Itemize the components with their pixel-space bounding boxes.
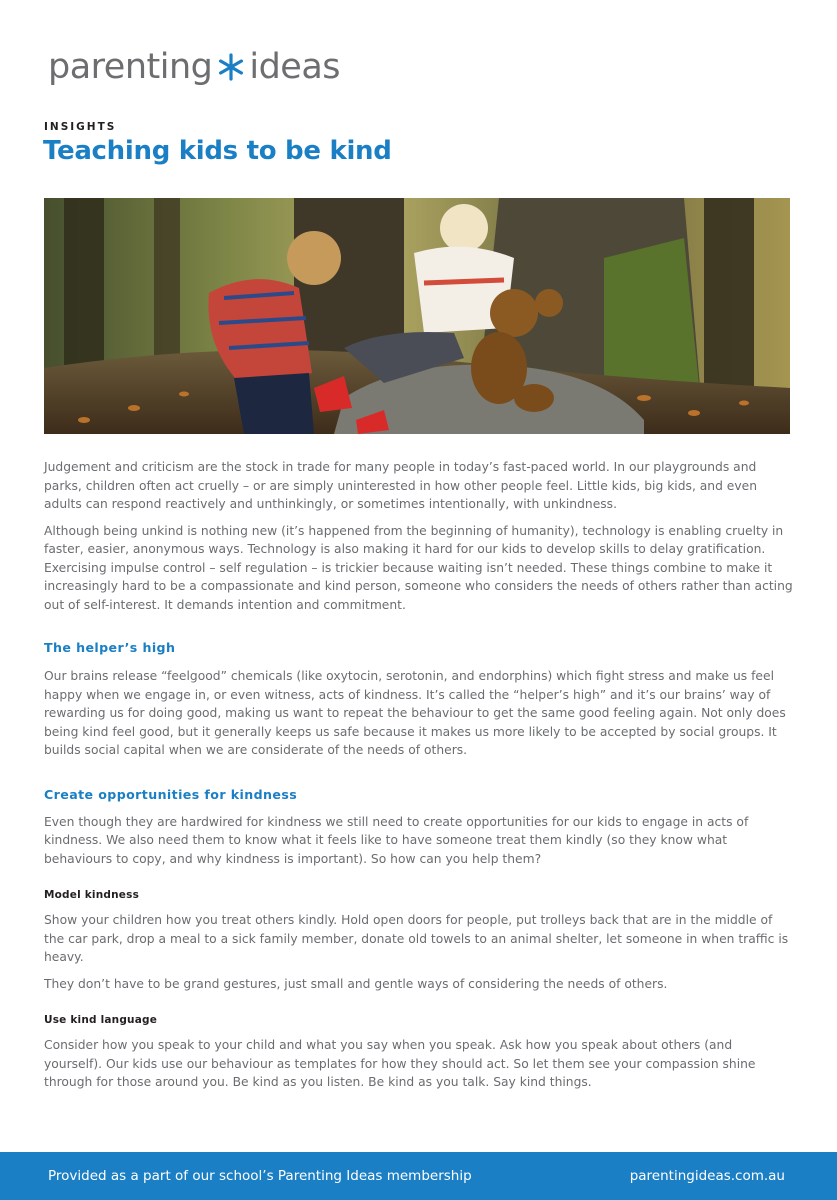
heading-model-kindness: Model kindness xyxy=(44,889,140,901)
heading-helpers-high: The helper’s high xyxy=(44,640,176,655)
intro-paragraph-1: Judgement and criticism are the stock in trade for many people in today’s fast-paced world. In our playgrounds and parks, children often act cruelly – or are simply uninterested in how other people feel. Little kids, big kids, and even adults can respond reactively and unthinkingly, or sometimes intentionally, with unkindness. xyxy=(44,460,758,511)
heading-create-opportunities: Create opportunities for kindness xyxy=(44,786,298,802)
parenting-ideas-logo xyxy=(48,44,340,90)
intro-paragraph-2: Although being unkind is nothing new (it’s happened from the beginning of humanity), technology is enabling cruelty in faster, easier, anonymous ways. Technology is also making it hard for our kids to develop skills to delay gratification. Exercising impulse control – self regulation – is trickier because waiting isn’t needed. These things combine to make it increasingly hard to be a compassionate and kind person, someone who considers the needs of others rather than acting out of self-interest. It demands intention and commitment. xyxy=(44,523,793,612)
footer-membership-text: Provided as a part of our school’s Parenting Ideas membership xyxy=(48,1168,472,1184)
asterisk-star-icon xyxy=(216,52,246,82)
model-kindness-paragraph-2: They don’t have to be grand gestures, just small and gentle ways of considering the needs of others. xyxy=(44,976,668,991)
logo-text-left: parenting xyxy=(48,47,213,87)
footer-website-link[interactable]: parentingideas.com.au xyxy=(629,1168,785,1184)
footer-bar xyxy=(0,1152,837,1200)
photo-children-in-forest xyxy=(44,198,790,434)
article-body xyxy=(44,458,794,1092)
heading-kind-language: Use kind language xyxy=(44,1014,158,1026)
model-kindness-paragraph-1: Show your children how you treat others kindly. Hold open doors for people, put trolleys back that are in the middle of the car park, drop a meal to a sick family member, donate old towels to an animal shelter, let someone in when traffic is heavy. xyxy=(44,913,789,964)
section-kicker: INSIGHTS xyxy=(44,121,117,133)
create-opportunities-paragraph: Even though they are hardwired for kindness we still need to create opportunities for our kids to engage in acts of kindness. We also need them to know what it feels like to have someone treat them kindly (so they know what behaviours to copy, and why kindness is important). So how can you help them? xyxy=(44,814,749,866)
kind-language-paragraph: Consider how you speak to your child and what you say when you speak. Ask how you speak about others (and yourself). Our kids use our behaviour as templates for how they should act. So let them see your compassion shine through for those around you. Be kind as you listen. Be kind as you talk. Say kind things. xyxy=(44,1038,756,1089)
logo-text-right: ideas xyxy=(249,47,341,87)
page-title: Teaching kids to be kind xyxy=(43,136,392,166)
helpers-high-paragraph: Our brains release “feelgood” chemicals (like oxytocin, serotonin, and endorphins) which fight stress and make us feel happy when we engage in, or even witness, acts of kindness. It’s called the “helper’s high” and it’s our brains’ way of rewarding us for doing good, making us want to repeat the behaviour to get the same good feeling again. Not only does being kind feel good, but it generally keeps us safe because it makes us more likely to be accepted by social groups. It builds social capital when we are considerate of the needs of others. xyxy=(44,669,786,757)
hero-photo xyxy=(44,198,790,434)
